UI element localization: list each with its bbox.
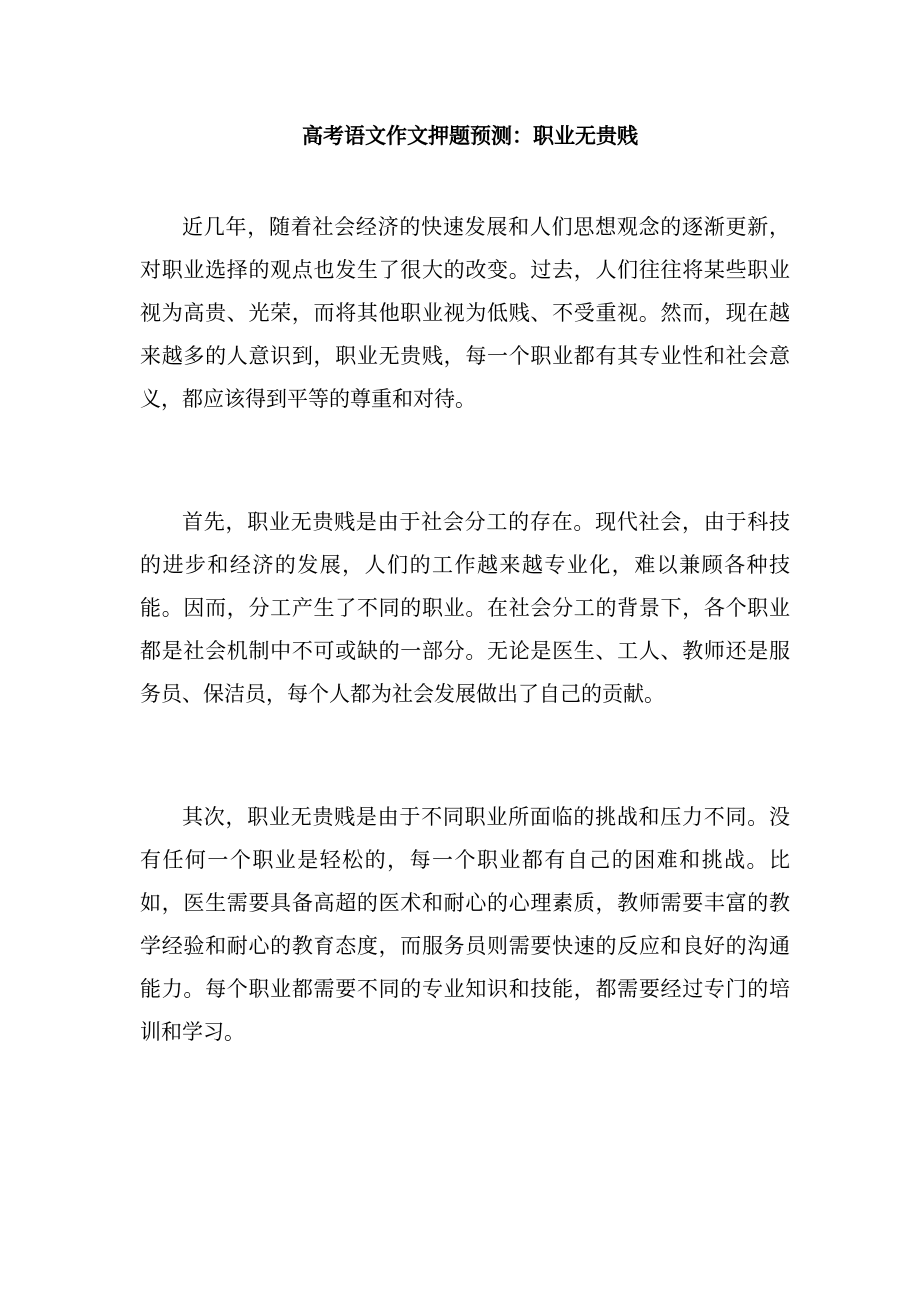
- paragraph-2: 首先，职业无贵贱是由于社会分工的存在。现代社会，由于科技的进步和经济的发展，人们的工作越来越专业化，难以兼顾各种技能。因而，分工产生了不同的职业。在社会分工的背景下，各个职业都是社会机制中不可或缺的一部分。无论是医生、工人、教师还是服务员、保洁员，每个人都为社会发展做出了自己的贡献。: [140, 510, 790, 706]
- paragraph-3: 其次，职业无贵贱是由于不同职业所面临的挑战和压力不同。没有任何一个职业是轻松的，每一个职业都有自己的困难和挑战。比如，医生需要具备高超的医术和耐心的心理素质，教师需要丰富的教学经验和耐心的教育态度，而服务员则需要快速的反应和良好的沟通能力。每个职业都需要不同的专业知识和技能，都需要经过专门的培训和学习。: [140, 805, 790, 1044]
- page-title: 高考语文作文押题预测：职业无贵贱: [302, 123, 638, 148]
- paragraph-1: 近几年，随着社会经济的快速发展和人们思想观念的逐渐更新，对职业选择的观点也发生了很大的改变。过去，人们往往将某些职业视为高贵、光荣，而将其他职业视为低贱、不受重视。然而，现在越来越多的人意识到，职业无贵贱，每一个职业都有其专业性和社会意义，都应该得到平等的尊重和对待。: [140, 215, 790, 411]
- essay-body: [140, 206, 790, 1134]
